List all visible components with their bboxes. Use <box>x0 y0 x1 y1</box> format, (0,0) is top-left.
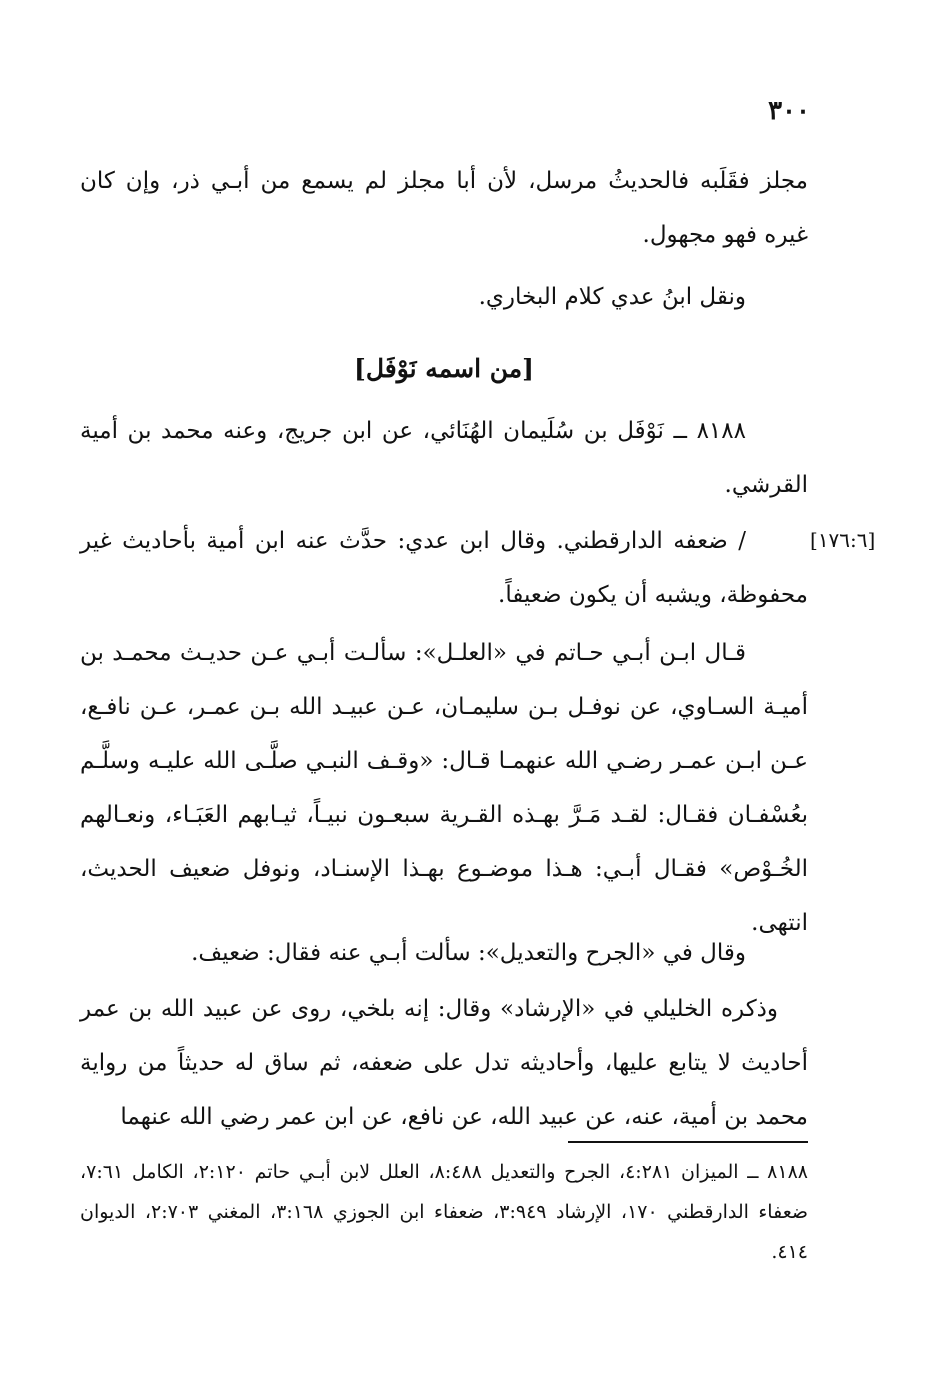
section-heading: [من اسمه نَوْفَل] <box>354 354 534 383</box>
paragraph-5: قـال ابـن أبـي حـاتم في «العلـل»: سألـت أبـي عـن حديـث محمـد بن أميـة السـاوي، عن نوفـل بـن سليمـان، عـن عبيـد الله بـن عمـر، عـن نافـع، عـن ابـن عمـر رضـي الله عنهمـا قـال: «وقـف النبـي صلَّـى الله عليـه وسلَّـم بعُسْفـان فقـال: لقـد مَـرَّ بهـذه القـرية سبعـون نبيـاً، ثيـابهم العَبَـاء، ونعـالهم الخُـوْص» فقـال أبـي: هـذا موضـوع بهـذا الإسنـاد، ونوفل ضعيف الحديث، انتهى. <box>80 640 808 936</box>
paragraph-7: وذكره الخليلي في «الإرشاد» وقال: إنه بلخي، روى عن عبيد الله بن عمر أحاديث لا يتابع عليها، وأحاديثه تدل على ضعفه، ثم ساق له حديثاً من رواية محمد بن أمية، عنه، عن عبيد الله، عن نافع، عن ابن عمر رضي الله عنهما <box>80 996 808 1130</box>
margin-reference: [١٧٦:٦] <box>810 528 876 552</box>
footnote-divider <box>568 1141 808 1143</box>
paragraph-4: / ضعفه الدارقطني. وقال ابن عدي: حدَّث عنه ابن أمية بأحاديث غير محفوظة، ويشبه أن يكون ضعيفاً. <box>80 528 808 608</box>
page-number: ٣٠٠ <box>768 96 810 126</box>
footnote: ٨١٨٨ ــ الميزان ٤:٢٨١، الجرح والتعديل ٨:٤٨٨، العلل لابن أبـي حاتم ٢:١٢٠، الكامل ٧:٦١، ضعفاء الدارقطني ١٧٠، الإرشاد ٣:٩٤٩، ضعفاء ابن الجوزي ٣:١٦٨، المغني ٢:٧٠٣، الديوان ٤١٤. <box>80 1161 809 1263</box>
paragraph-6: وقال في «الجرح والتعديل»: سألت أبـي عنه فقال: ضعيف. <box>191 940 746 966</box>
paragraph-1: مجلز فقَلَبه فالحديثُ مرسل، لأن أبا مجلز لم يسمع من أبـي ذر، وإن كان غيره فهو مجهول. <box>80 168 808 248</box>
entry-8188: ٨١٨٨ ــ نَوْفَل بن سُلَيمان الهُنَائي، عن ابن جريج، وعنه محمد بن أمية القرشي. <box>80 418 808 498</box>
paragraph-2: ونقل ابنُ عدي كلام البخاري. <box>478 284 746 310</box>
